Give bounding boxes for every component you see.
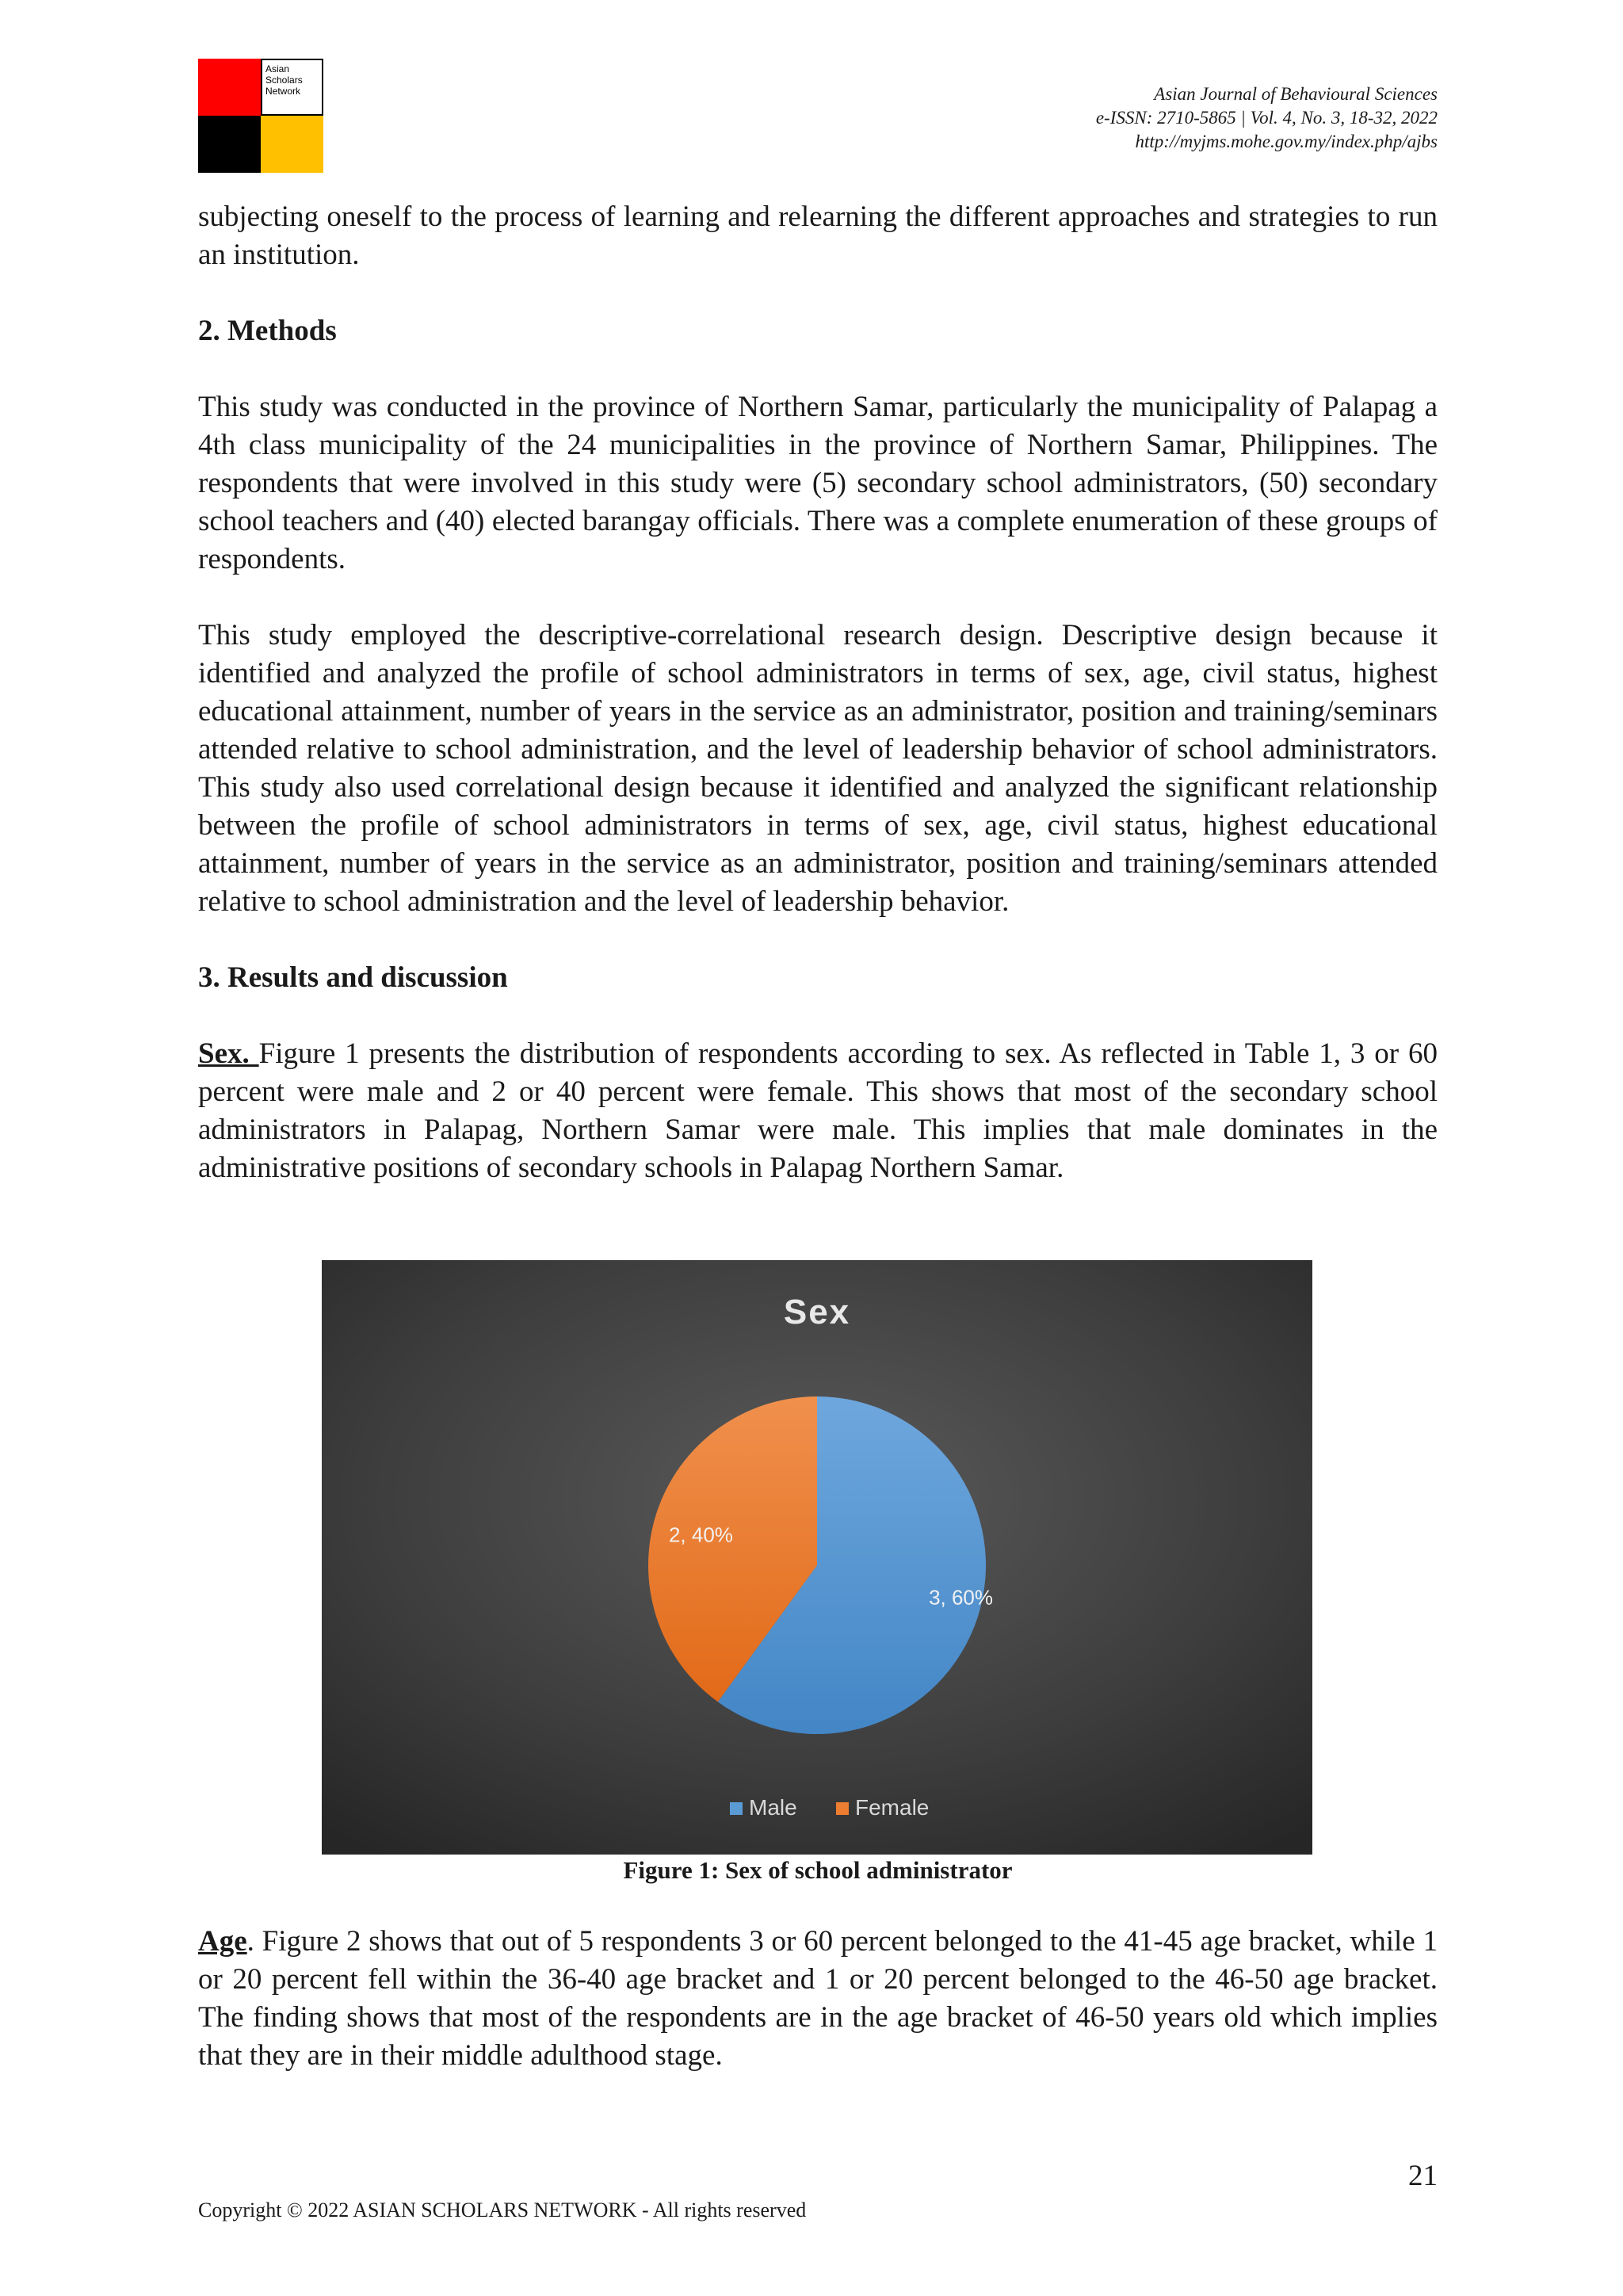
section-heading-methods: 2. Methods [198,315,337,347]
sex-text: Figure 1 presents the distribution of respondents according to sex. As reflected in Table 1, 3 or 60 percent were male and 2 or 40 percent were female. This shows that most of the secondary school administrators in Palapag, Northern Samar were male. This implies that male dominates in the administrative positions of secondary schools in Palapag Northern Samar. [198,1037,1438,1184]
legend-swatch-female [836,1802,849,1815]
age-lead: Age [198,1925,247,1958]
section-heading-results: 3. Results and discussion [198,961,508,994]
legend-swatch-male [730,1802,743,1815]
logo-red-square [198,59,261,116]
journal-url[interactable]: http://myjms.mohe.gov.my/index.php/ajbs [1135,132,1438,151]
logo-yellow-square [261,116,323,173]
copyright-notice: Copyright © 2022 ASIAN SCHOLARS NETWORK - All rights reserved [198,2199,807,2222]
figure-sex-chart [322,1260,1312,1855]
chart-title: Sex [783,1293,851,1331]
chart-canvas [322,1260,1312,1855]
logo-text [265,63,323,97]
age-text: . Figure 2 shows that out of 5 respondents 3 or 60 percent belonged to the 41-45 age bracket, while 1 or 20 percent fell within the 36-40 age bracket and 1 or 20 percent belonged to the 46-50 age bracket. The finding shows that most of the respondents are in the age bracket of 46-50 years old which implies that they are in their middle adulthood stage. [198,1925,1438,2072]
paragraph-sex [198,1035,1438,1187]
journal-header [1096,82,1438,154]
page-number: 21 [1408,2160,1438,2192]
paragraph-age [198,1923,1438,2075]
data-label-female: 2, 40% [668,1522,733,1547]
figure-caption: Figure 1: Sex of school administrator [623,1856,1013,1884]
legend-label-male: Male [749,1795,797,1820]
legend-label-female: Female [855,1795,930,1820]
sex-lead: Sex. [198,1037,259,1070]
body-text [198,198,1438,1187]
body-text-age [198,1923,1438,2075]
logo-text-line: Scholars [265,74,303,86]
logo-text-line: Asian [265,63,290,74]
logo-black-square [198,116,261,173]
journal-issn: e-ISSN: 2710-5865 | Vol. 4, No. 3, 18-32, 2022 [1095,108,1438,128]
paragraph-intro-continuation: subjecting oneself to the process of learning and relearning the different approaches and strategies to run an institution. [198,201,1438,271]
publisher-logo [198,59,323,173]
paragraph-methods-1: This study was conducted in the province of Northern Samar, particularly the municipality of Palapag a 4th class municipality of the 24 municipalities in the province of Northern Samar, Philippines. The respondents that were involved in this study were (5) secondary school administrators, (50) secondary school teachers and (40) elected barangay officials. There was a complete enumeration of these groups of respondents. [198,391,1438,575]
logo-text-line: Network [265,86,301,97]
data-label-male: 3, 60% [929,1585,994,1610]
journal-title: Asian Journal of Behavioural Sciences [1154,84,1438,104]
paragraph-methods-2: This study employed the descriptive-correlational research design. Descriptive design because it identified and analyzed the profile of school administrators in terms of sex, age, civil status, highest educational attainment, number of years in the service as an administrator, position and training/seminars attended relative to school administration, and the level of leadership behavior of school administrators. This study also used correlational design because it identified and analyzed the significant relationship between the profile of school administrators in terms of sex, age, civil status, highest educational attainment, number of years in the service as an administrator, position and training/seminars attended relative to school administration and the level of leadership behavior. [198,619,1438,918]
